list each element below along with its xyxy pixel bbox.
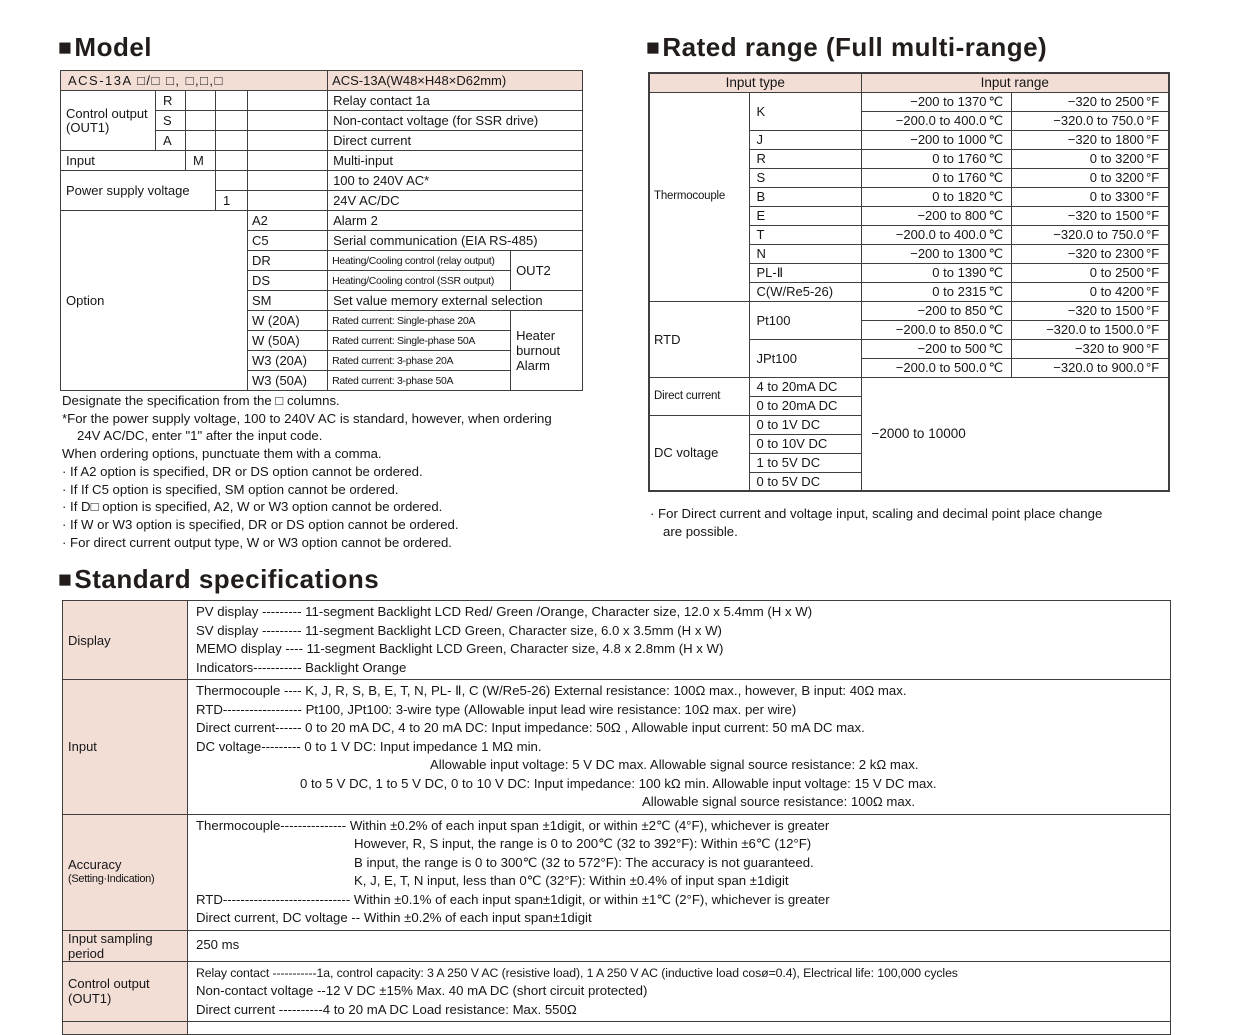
sensor-type-cell: Pt100 (749, 301, 861, 339)
option-code-cell: A2 (248, 211, 328, 231)
spec-content-control-output (188, 961, 1171, 1022)
code-cell: A (156, 131, 186, 151)
spec-content-accuracy (188, 814, 1171, 930)
table-row (61, 171, 583, 191)
desc-cell: Relay contact 1a (328, 91, 583, 111)
unit-fahrenheit: °F (1146, 113, 1160, 128)
rated-range-note (650, 505, 1180, 540)
code-placeholder-cell (186, 111, 216, 131)
range-celsius: 0 to 1760 (932, 150, 987, 166)
note-line: When ordering options, punctuate them with a comma. (62, 446, 382, 462)
code-placeholder-cell (216, 131, 248, 151)
note-line: · For direct current output type, W or W3 option cannot be ordered. (62, 534, 452, 550)
spec-line: However, R, S input, the range is 0 to 200℃ (32 to 392°F): Within ±6℃ (12°F) (354, 836, 812, 851)
unit-fahrenheit: °F (1146, 208, 1160, 223)
accuracy-sublabel: (Setting·Indication) (68, 873, 155, 885)
sensor-type-cell: 0 to 5V DC (749, 472, 861, 491)
range-fahrenheit: −320 to 1500 (1067, 208, 1145, 223)
unit-fahrenheit: °F (1146, 303, 1160, 318)
unit-fahrenheit: °F (1146, 170, 1160, 185)
spec-content-partial (188, 1022, 1171, 1035)
unit-fahrenheit: °F (1146, 360, 1160, 375)
code-placeholder-cell (248, 91, 328, 111)
spec-line: PV display --------- 11-segment Backlight LCD Red/ Green /Orange, Character size, 12.0 x 5.4mm (H x W) (196, 604, 813, 619)
note-line: · If A2 option is specified, DR or DS option cannot be ordered. (62, 463, 423, 479)
spec-line: MEMO display ---- 11-segment Backlight LCD Green, Character size, 4.8 x 2.8mm (H x W) (196, 641, 724, 656)
unit-celsius: ℃ (988, 226, 1004, 242)
option-code-cell: SM (248, 291, 328, 311)
spec-content-input (188, 680, 1171, 815)
unit-fahrenheit: °F (1146, 284, 1160, 299)
unit-fahrenheit: °F (1146, 265, 1160, 280)
table-row (649, 377, 1169, 396)
out2-label-cell: OUT2 (511, 251, 583, 291)
note-line: · If W or W3 option is specified, DR or DS option cannot be ordered. (62, 516, 459, 532)
sensor-type-cell: C(W/Re5-26) (749, 282, 861, 301)
unit-celsius: ℃ (988, 302, 1004, 318)
code-placeholder-cell (248, 171, 328, 191)
desc-cell: Multi-input (328, 151, 583, 171)
range-fahrenheit: 0 to 3200 (1089, 151, 1145, 166)
group-label-rtd: RTD (649, 301, 749, 377)
range-fahrenheit: −320 to 1500 (1067, 303, 1145, 318)
sensor-type-cell: B (749, 187, 861, 206)
model-table (60, 70, 583, 391)
sensor-type-cell: E (749, 206, 861, 225)
desc-cell: Rated current: 3-phase 50A (328, 371, 511, 391)
desc-cell: Heating/Cooling control (relay output) (328, 251, 511, 271)
unit-celsius: ℃ (988, 188, 1004, 204)
desc-cell: 100 to 240V AC* (328, 171, 583, 191)
table-row (649, 301, 1169, 320)
range-fahrenheit: 0 to 3200 (1089, 170, 1145, 185)
range-celsius: −200.0 to 400.0 (895, 112, 987, 128)
model-section-title: Model (74, 32, 153, 62)
range-fahrenheit: −320 to 1800 (1067, 132, 1145, 147)
unit-celsius: ℃ (988, 245, 1004, 261)
spec-label-sampling: Input sampling period (63, 930, 188, 961)
spec-line: Allowable signal source resistance: 100Ω max. (642, 794, 916, 809)
spec-content-sampling (188, 930, 1171, 961)
desc-cell: 24V AC/DC (328, 191, 583, 211)
unit-fahrenheit: °F (1146, 151, 1160, 166)
range-fahrenheit: −320 to 900 (1074, 341, 1145, 356)
heater-burnout-label-cell: Heater burnout Alarm (511, 311, 583, 391)
range-celsius: 0 to 2315 (932, 283, 987, 299)
rated-section-title: Rated range (Full multi-range) (662, 32, 1048, 62)
unit-fahrenheit: °F (1146, 322, 1160, 337)
unit-celsius: ℃ (988, 283, 1004, 299)
spec-line: Non-contact voltage --12 V DC ±15% Max. 40 mA DC (short circuit protected) (196, 983, 648, 998)
standard-specifications-table (62, 600, 1171, 1035)
desc-cell: Non-contact voltage (for SSR drive) (328, 111, 583, 131)
range-fahrenheit: 0 to 4200 (1089, 284, 1145, 299)
range-fahrenheit: −320.0 to 750.0 (1053, 113, 1145, 128)
sensor-type-cell: 0 to 10V DC (749, 434, 861, 453)
row-label-control-output: Control output (OUT1) (61, 91, 156, 151)
range-celsius: −200 to 1300 (910, 245, 987, 261)
sensor-type-cell: JPt100 (749, 339, 861, 377)
combined-range-cell: −2000 to 10000 (861, 377, 1169, 491)
range-celsius: 0 to 1390 (932, 264, 987, 280)
unit-celsius: ℃ (988, 150, 1004, 166)
section-marker-icon: ■ (646, 34, 661, 60)
unit-fahrenheit: °F (1146, 341, 1160, 356)
row-label-power-supply: Power supply voltage (61, 171, 216, 211)
unit-fahrenheit: °F (1146, 189, 1160, 204)
note-line: · If If C5 option is specified, SM option cannot be ordered. (62, 481, 399, 497)
spec-line: Thermocouple--------------- Within ±0.2% of each input span ±1digit, or within ±2℃ (4°F), whichever is greater (196, 817, 830, 833)
sensor-type-cell: 1 to 5V DC (749, 453, 861, 472)
rated-section-heading (646, 32, 1047, 63)
row-label-input: Input (61, 151, 186, 171)
unit-fahrenheit: °F (1146, 246, 1160, 261)
code-cell: 1 (216, 191, 248, 211)
spec-line: B input, the range is 0 to 300℃ (32 to 572°F): The accuracy is not guaranteed. (354, 854, 814, 870)
range-fahrenheit: −320.0 to 900.0 (1053, 360, 1145, 375)
table-row (63, 601, 1171, 680)
desc-cell: Rated current: Single-phase 50A (328, 331, 511, 351)
unit-celsius: ℃ (988, 93, 1004, 109)
range-celsius: −200.0 to 500.0 (895, 359, 987, 375)
code-placeholder-cell (248, 131, 328, 151)
option-code-cell: C5 (248, 231, 328, 251)
specs-section-title: Standard specifications (74, 564, 380, 594)
range-celsius: 0 to 1820 (932, 188, 987, 204)
spec-line: Allowable input voltage: 5 V DC max. Allowable signal source resistance: 2 kΩ max. (430, 757, 919, 772)
note-line: Designate the specification from the □ columns. (62, 393, 340, 408)
range-fahrenheit: 0 to 2500 (1089, 265, 1145, 280)
sensor-type-cell: J (749, 130, 861, 149)
spec-line: DC voltage--------- 0 to 1 V DC: Input impedance 1 MΩ min. (196, 738, 542, 754)
model-size-header: ACS-13A(W48×H48×D62mm) (328, 71, 583, 91)
unit-celsius: ℃ (988, 112, 1004, 128)
spec-line: Direct current------ 0 to 20 mA DC, 4 to 20 mA DC: Input impedance: 50Ω , Allowable input current: 50 mA DC max. (196, 720, 865, 735)
option-code-cell: W3 (20A) (248, 351, 328, 371)
sensor-type-cell: 4 to 20mA DC (749, 377, 861, 396)
code-placeholder-cell (216, 91, 248, 111)
range-celsius: −200.0 to 850.0 (895, 321, 987, 337)
spec-line: 0 to 5 V DC, 1 to 5 V DC, 0 to 10 V DC: Input impedance: 100 kΩ min. Allowable input voltage: 15 V DC max. (300, 775, 937, 791)
table-row (63, 930, 1171, 961)
table-row (61, 211, 583, 231)
range-celsius: −200 to 500 (917, 340, 987, 356)
unit-fahrenheit: °F (1146, 227, 1160, 242)
code-cell: R (156, 91, 186, 111)
sensor-type-cell: 0 to 1V DC (749, 415, 861, 434)
unit-celsius: ℃ (988, 169, 1004, 185)
spec-line: Relay contact -----------1a, control capacity: 3 A 250 V AC (resistive load), 1 A 250 V AC (inductive load cosø=0.4), Electrical life: 100,000 cycles (196, 965, 958, 980)
table-row (649, 92, 1169, 111)
unit-celsius: ℃ (988, 340, 1004, 356)
group-label-dc-voltage: DC voltage (649, 415, 749, 491)
code-placeholder-cell (248, 191, 328, 211)
unit-celsius: ℃ (988, 264, 1004, 280)
spec-label-display: Display (63, 601, 188, 680)
column-header-input-range: Input range (861, 73, 1169, 92)
code-cell: M (186, 151, 216, 171)
unit-fahrenheit: °F (1146, 132, 1160, 147)
range-celsius: 0 to 1760 (932, 169, 987, 185)
range-fahrenheit: −320 to 2500 (1067, 94, 1145, 109)
desc-cell: Rated current: Single-phase 20A (328, 311, 511, 331)
table-row (63, 680, 1171, 815)
note-line: are possible. (663, 523, 738, 539)
spec-content-display (188, 601, 1171, 680)
column-header-input-type: Input type (649, 73, 861, 92)
code-cell-empty (216, 171, 248, 191)
accuracy-label: Accuracy (68, 857, 122, 872)
code-placeholder-cell (186, 91, 216, 111)
table-row (63, 814, 1171, 930)
range-fahrenheit: −320.0 to 1500.0 (1046, 322, 1145, 337)
range-fahrenheit: −320 to 2300 (1067, 246, 1145, 261)
table-row (61, 151, 583, 171)
spec-line: Direct current ----------4 to 20 mA DC Load resistance: Max. 550Ω (196, 1001, 577, 1017)
table-row (63, 961, 1171, 1022)
spec-line: 250 ms (196, 937, 240, 953)
desc-cell: Rated current: 3-phase 20A (328, 351, 511, 371)
option-code-cell: W (20A) (248, 311, 328, 331)
spec-line: SV display --------- 11-segment Backlight LCD Green, Character size, 6.0 x 3.5mm (H x W) (196, 622, 722, 638)
group-label-direct-current: Direct current (649, 377, 749, 415)
table-row (61, 91, 583, 111)
code-placeholder-cell (216, 111, 248, 131)
note-line: · If D□ option is specified, A2, W or W3 option cannot be ordered. (62, 499, 443, 515)
sensor-type-cell: 0 to 20mA DC (749, 396, 861, 415)
spec-label-input: Input (63, 680, 188, 815)
option-code-cell: W (50A) (248, 331, 328, 351)
range-celsius: −200.0 to 400.0 (895, 226, 987, 242)
sensor-type-cell: T (749, 225, 861, 244)
model-notes (62, 392, 637, 551)
code-placeholder-cell (216, 151, 248, 171)
unit-celsius: ℃ (988, 321, 1004, 337)
option-code-cell: DR (248, 251, 328, 271)
range-celsius: −200 to 1000 (910, 131, 987, 147)
spec-line: Thermocouple ---- K, J, R, S, B, E, T, N, PL- Ⅱ, C (W/Re5-26) External resistance: 100Ω max., however, B input: 40Ω max. (196, 683, 907, 698)
note-line: · For Direct current and voltage input, scaling and decimal point place change (650, 506, 1103, 521)
option-code-cell: W3 (50A) (248, 371, 328, 391)
code-placeholder-cell (248, 151, 328, 171)
desc-cell: Alarm 2 (328, 211, 583, 231)
desc-cell: Direct current (328, 131, 583, 151)
section-marker-icon: ■ (58, 566, 73, 592)
spec-line: Indicators----------- Backlight Orange (196, 659, 407, 675)
range-fahrenheit: −320.0 to 750.0 (1053, 227, 1145, 242)
spec-line: K, J, E, T, N input, less than 0℃ (32°F): Within ±0.4% of input span ±1digit (354, 873, 789, 888)
group-label-thermocouple: Thermocouple (649, 92, 749, 301)
sensor-type-cell: N (749, 244, 861, 263)
table-row-partial (63, 1022, 1171, 1035)
option-code-cell: DS (248, 271, 328, 291)
model-code-header: ACS-13A □/□ □, □,□,□ (61, 71, 328, 91)
sensor-type-cell: PL-Ⅱ (749, 263, 861, 282)
note-line: *For the power supply voltage, 100 to 240V AC is standard, however, when ordering (62, 410, 552, 426)
range-celsius: −200 to 1370 (910, 93, 987, 109)
desc-cell: Heating/Cooling control (SSR output) (328, 271, 511, 291)
model-section-heading (58, 32, 152, 63)
code-placeholder-cell (186, 131, 216, 151)
spec-line: Direct current, DC voltage -- Within ±0.2% of each input span±1digit (196, 910, 592, 925)
sensor-type-cell: S (749, 168, 861, 187)
range-celsius: −200 to 850 (917, 302, 987, 318)
range-celsius: −200 to 800 (917, 207, 987, 223)
unit-celsius: ℃ (988, 131, 1004, 147)
unit-celsius: ℃ (988, 359, 1004, 375)
model-header-row (61, 71, 583, 91)
specs-section-heading (58, 564, 379, 595)
unit-celsius: ℃ (988, 207, 1004, 223)
spec-line: RTD------------------ Pt100, JPt100: 3-wire type (Allowable input lead wire resistance: 10Ω max. per wire) (196, 701, 797, 717)
spec-line: RTD----------------------------- Within ±0.1% of each input span±1digit, or within ±1℃ (2°F), whichever is greater (196, 891, 830, 907)
row-label-option: Option (61, 211, 248, 391)
spec-label-partial (63, 1022, 188, 1035)
rated-header-row (649, 73, 1169, 92)
code-placeholder-cell (248, 111, 328, 131)
rated-range-table (648, 72, 1170, 492)
range-fahrenheit: 0 to 3300 (1089, 189, 1145, 204)
sensor-type-cell: R (749, 149, 861, 168)
unit-fahrenheit: °F (1146, 94, 1160, 109)
desc-cell: Set value memory external selection (328, 291, 583, 311)
note-line: 24V AC/DC, enter "1" after the input code. (77, 428, 323, 444)
sensor-type-cell: K (749, 92, 861, 130)
spec-label-control-output: Control output (OUT1) (63, 961, 188, 1022)
desc-cell: Serial communication (EIA RS-485) (328, 231, 583, 251)
spec-label-accuracy (63, 814, 188, 930)
code-cell: S (156, 111, 186, 131)
section-marker-icon: ■ (58, 34, 73, 60)
